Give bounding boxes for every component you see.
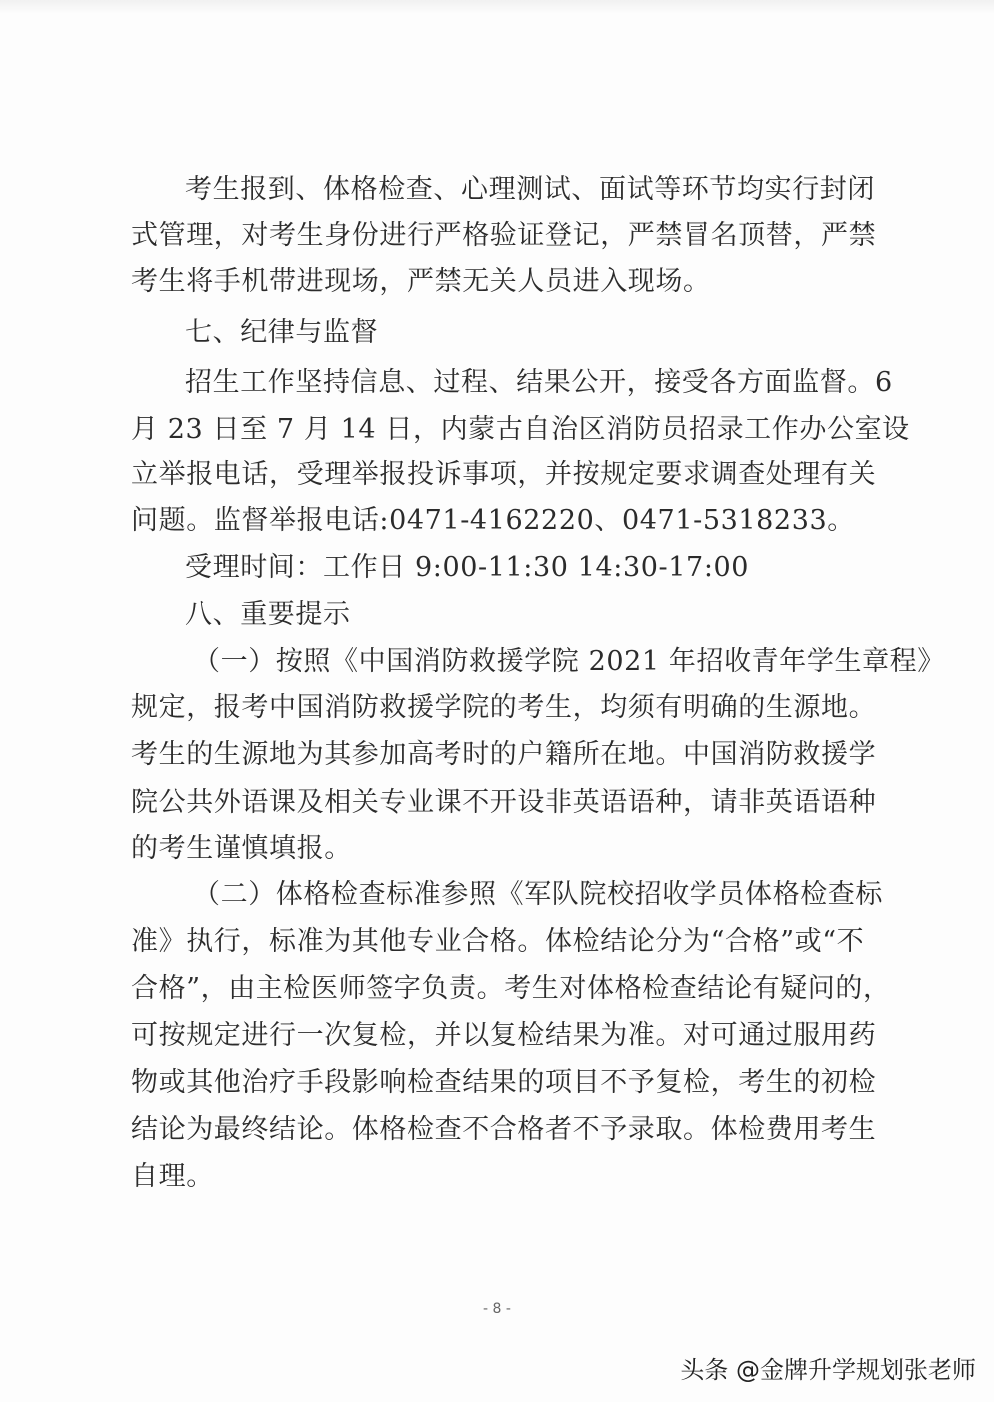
paragraph-line: 物或其他治疗手段影响检查结果的项目不予复检，考生的初检 (131, 1067, 877, 1098)
paragraph-line: （二）体格检查标准参照《军队院校招收学员体格检查标 (193, 879, 883, 910)
paragraph-line: 可按规定进行一次复检，并以复检结果为准。对可通过服用药 (131, 1020, 877, 1051)
paragraph-line: 立举报电话，受理举报投诉事项，并按规定要求调查处理有关 (131, 459, 877, 490)
paragraph-line: 受理时间：工作日 9:00-11:30 14:30-17:00 (185, 552, 750, 583)
paragraph-line: 自理。 (131, 1161, 214, 1192)
paragraph-line: 合格”，由主检医师签字负责。考生对体格检查结论有疑问的， (131, 973, 891, 1004)
paragraph-line: 月 23 日至 7 月 14 日，内蒙古自治区消防员招录工作办公室设 (131, 414, 910, 445)
paragraph-line: 式管理，对考生身份进行严格验证登记，严禁冒名顶替，严禁 (131, 220, 877, 251)
watermark: 头条 @金牌升学规划张老师 (680, 1356, 976, 1384)
paragraph-line: （一）按照《中国消防救援学院 2021 年招收青年学生章程》 (193, 646, 945, 677)
paragraph-line: 招生工作坚持信息、过程、结果公开，接受各方面监督。6 (185, 367, 893, 398)
paragraph-line: 院公共外语课及相关专业课不开设非英语语种，请非英语语种 (131, 787, 877, 818)
paragraph-line: 准》执行，标准为其他专业合格。体检结论分为“合格”或“不 (131, 926, 865, 957)
scan-edge (0, 0, 994, 14)
paragraph-line: 规定，报考中国消防救援学院的考生，均须有明确的生源地。 (131, 692, 877, 723)
paragraph-line: 考生将手机带进现场，严禁无关人员进入现场。 (131, 266, 711, 297)
paragraph-line: 的考生谨慎填报。 (131, 833, 352, 864)
page-number: - 8 - (483, 1301, 511, 1317)
paragraph-line: 考生的生源地为其参加高考时的户籍所在地。中国消防救援学 (131, 739, 877, 770)
paragraph-line: 结论为最终结论。体格检查不合格者不予录取。体检费用考生 (131, 1114, 877, 1145)
paragraph-line: 考生报到、体格检查、心理测试、面试等环节均实行封闭 (185, 174, 875, 205)
paragraph-line: 问题。监督举报电话:0471-4162220、0471-5318233。 (131, 505, 855, 536)
section-heading: 七、纪律与监督 (185, 317, 379, 348)
section-heading: 八、重要提示 (185, 599, 351, 630)
